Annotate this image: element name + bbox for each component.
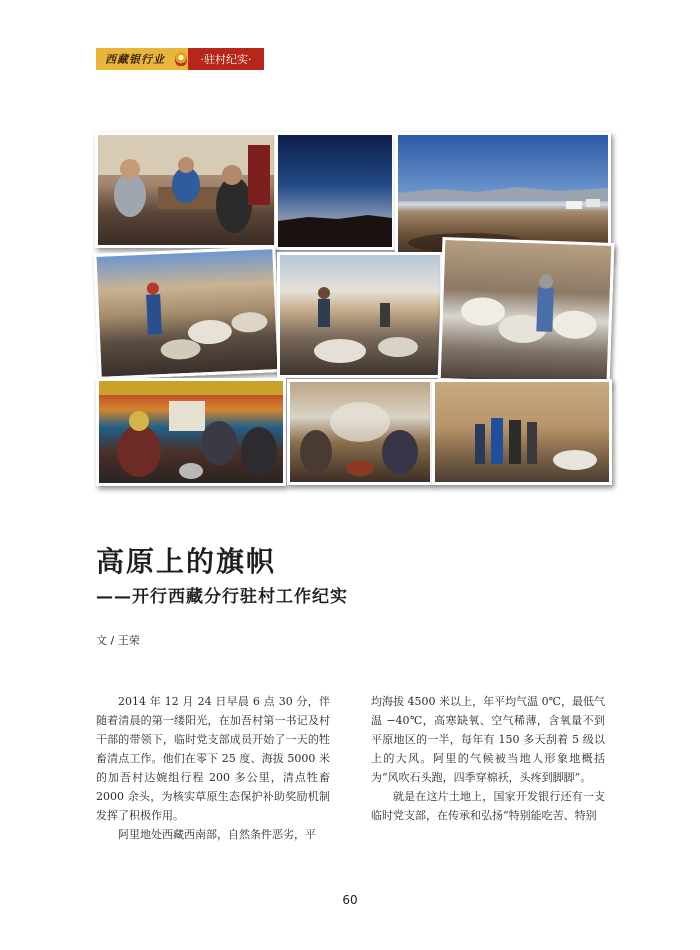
paragraph: 2014 年 12 月 24 日早晨 6 点 30 分，伴随着清晨的第一缕阳光，在加吾村第一书记及村干部的带领下，临时党支部成员开始了一天的牲畜清点工作。他们在零下 25 度、海拔 5000 米的加吾村达婉组行程 200 多公里，清点牲畜 2000 余头，为核实草原生态保护补助奖励机制发挥了积极作用。 <box>96 695 330 822</box>
photo-tent-interior <box>96 378 286 486</box>
page-number: 60 <box>342 893 358 907</box>
emblem-icon <box>174 48 188 70</box>
photo-indoor-meeting <box>95 132 277 248</box>
right-column <box>371 692 605 825</box>
photo-campfire <box>287 379 433 485</box>
paragraph: 就是在这片土地上，国家开发银行还有一支临时党支部，在传承和弘扬“特别能吃苦、特别 <box>371 790 605 822</box>
photo-group-grassland <box>432 379 612 485</box>
paragraph: 均海拔 4500 米以上，年平均气温 0℃，最低气温 −40℃，高寒缺氧、空气稀薄，含氧量不到平原地区的一半，每年有 150 多天刮着 5 级以上的大风。阿里的气候被当地人形象地概括为“风吹石头跑，四季穿棉袄，头疼到脚脚”。 <box>371 695 605 784</box>
photo-goat-herd <box>438 237 615 387</box>
article-subtitle: ——开行西藏分行驻村工作纪实 <box>96 587 348 607</box>
section-header <box>96 48 264 70</box>
photo-herder-goats <box>93 246 280 380</box>
article-title: 高原上的旗帜 <box>96 545 277 578</box>
magazine-logo: 西藏银行业 <box>96 48 174 70</box>
article-author: 文 / 王荣 <box>96 634 140 647</box>
section-label: ·驻村纪实· <box>188 48 264 70</box>
photo-dawn-sky <box>275 132 395 250</box>
left-column <box>96 692 330 844</box>
photo-counting-livestock <box>277 252 443 378</box>
paragraph: 阿里地处西藏西南部，自然条件恶劣，平 <box>118 828 316 841</box>
